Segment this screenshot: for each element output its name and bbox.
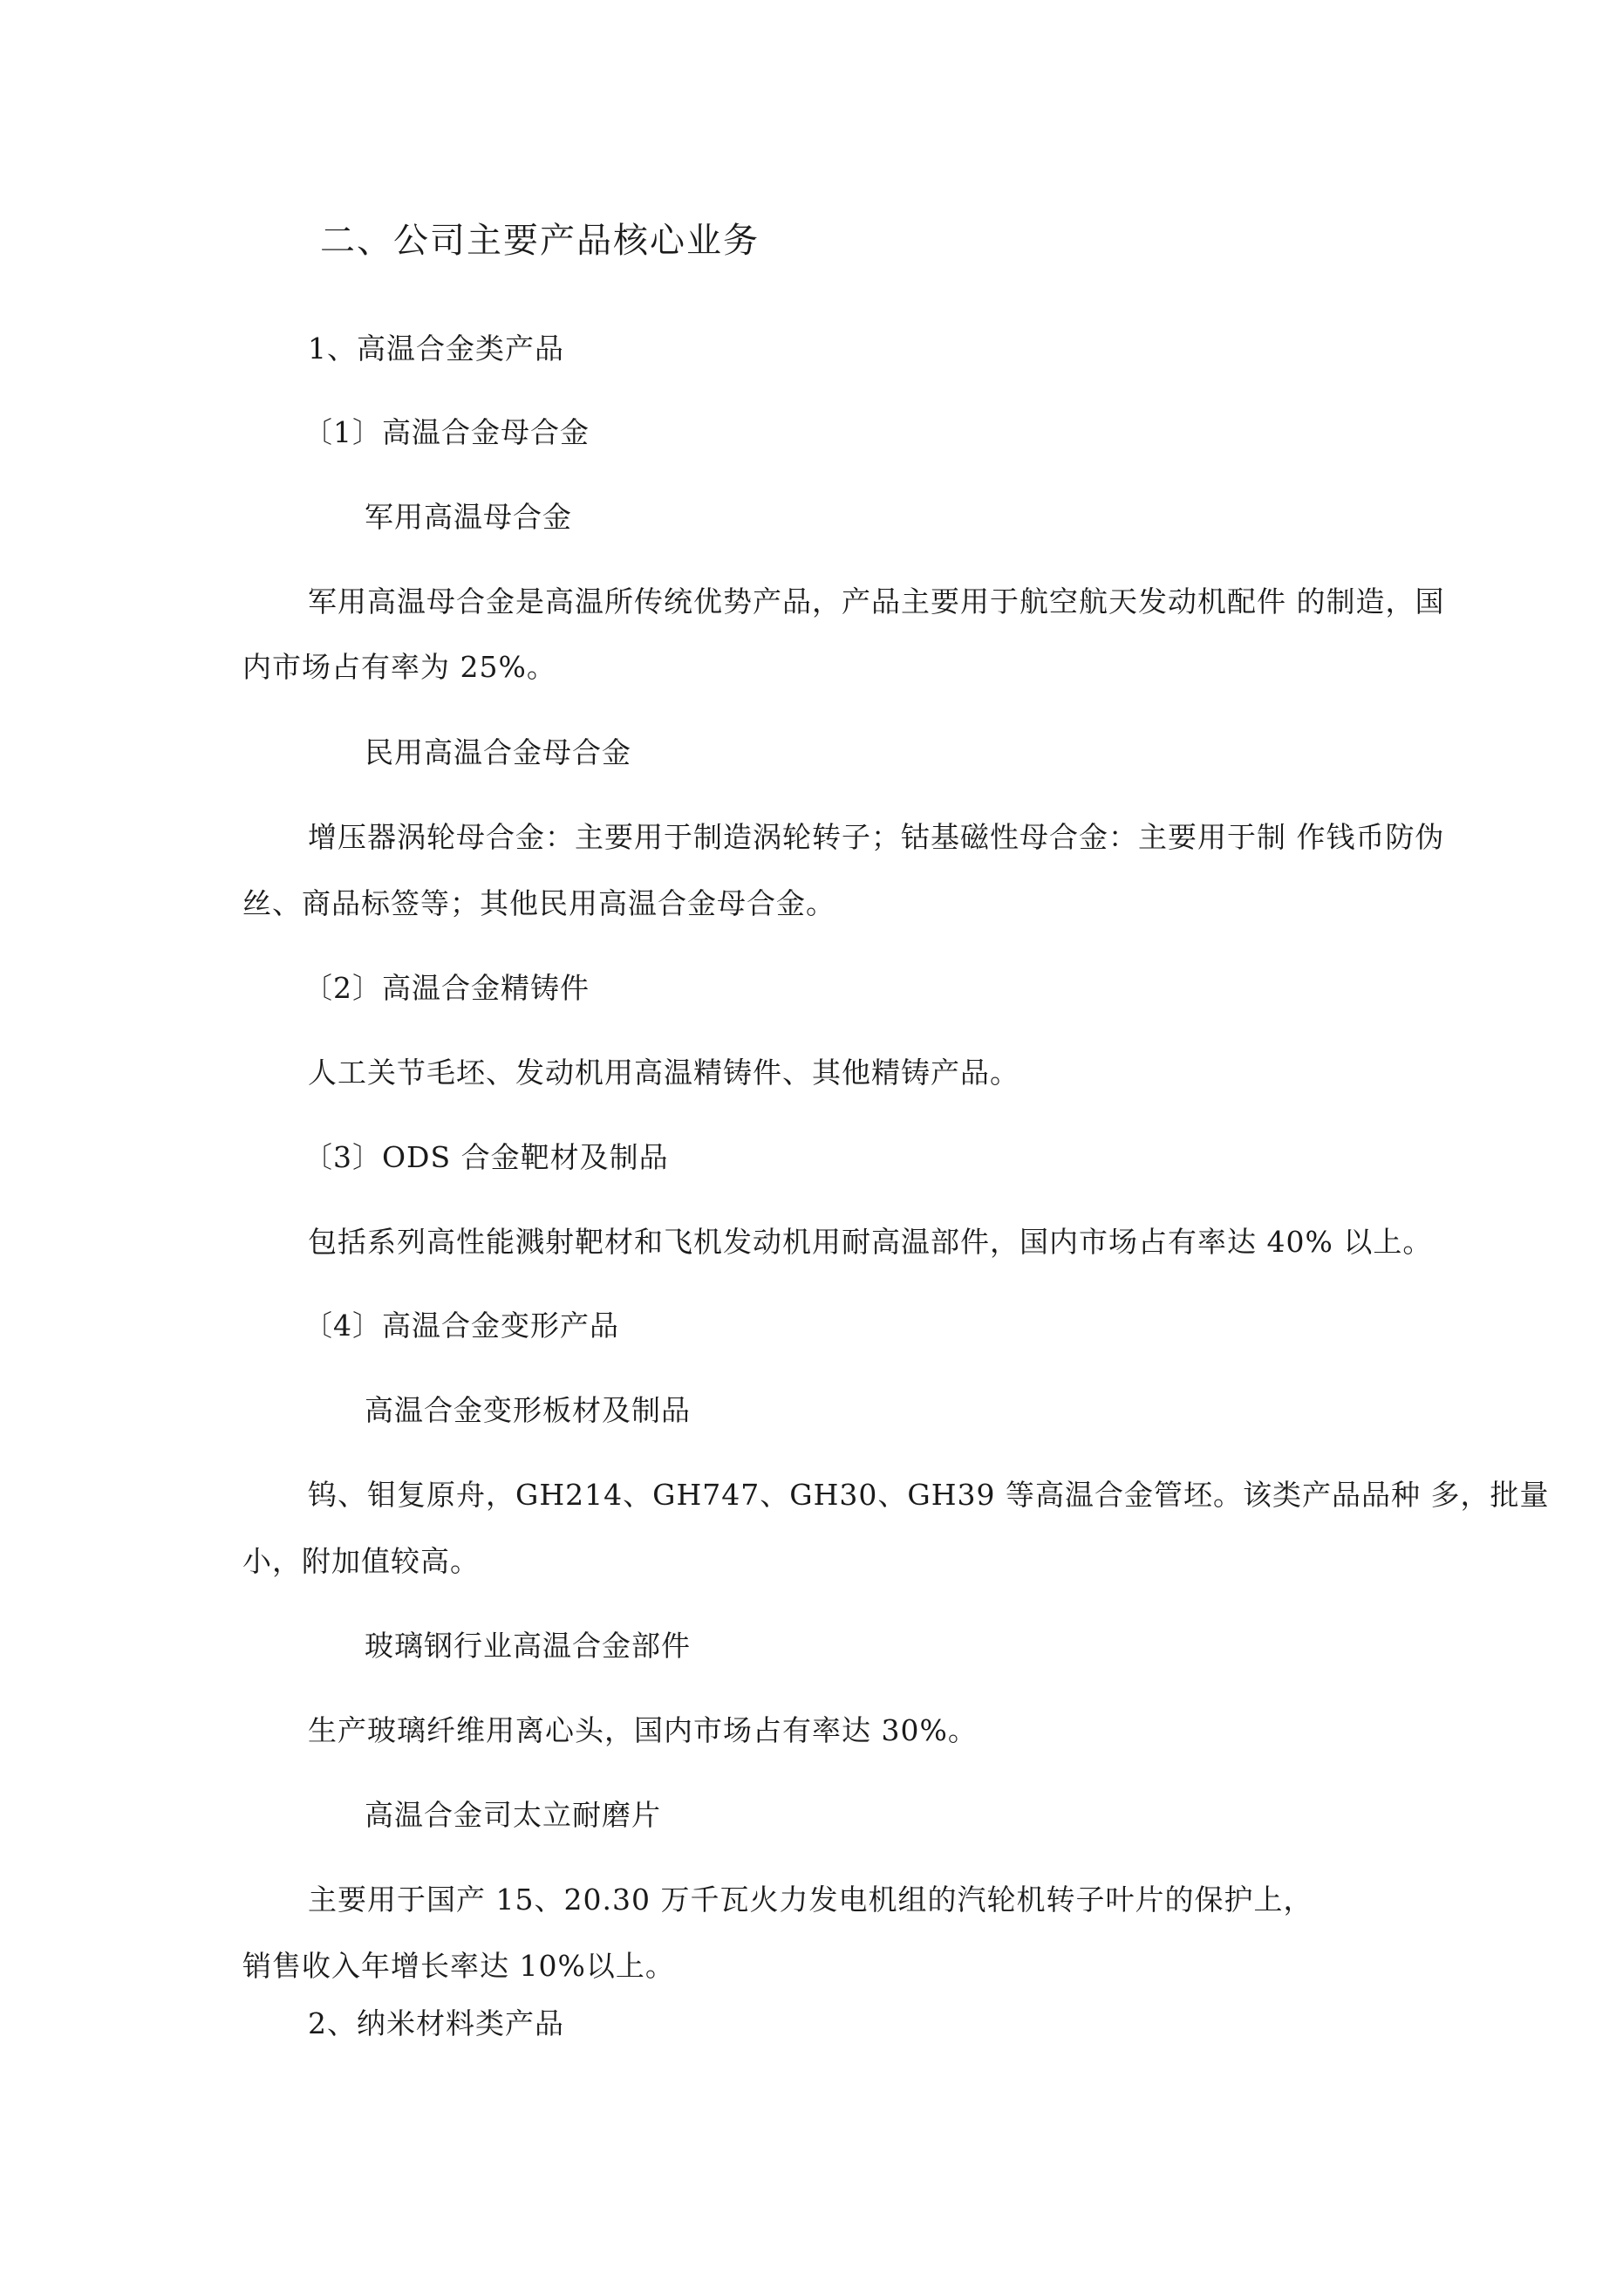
paragraph-ods: 包括系列高性能溅射靶材和飞机发动机用耐高温部件，国内市场占有率达 40% 以上。 (308, 1225, 1433, 1259)
item-heading-deform: 高温合金变形板材及制品 (365, 1393, 691, 1427)
item-heading-stellite: 高温合金司太立耐磨片 (365, 1798, 661, 1832)
item-heading-glass: 玻璃钢行业高温合金部件 (365, 1629, 691, 1663)
paragraph-castings: 人工关节毛坯、发动机用高温精铸件、其他精铸产品。 (308, 1056, 1019, 1090)
paragraph-military-line-1: 军用高温母合金是高温所传统优势产品，产品主要用于航空航天发动机配件 的制造，国 (308, 584, 1445, 618)
item-heading-military: 军用高温母合金 (365, 500, 572, 534)
paragraph-deform-line-1: 钨、钼复原舟，GH214、GH747、GH30、GH39 等高温合金管坯。该类产品品种 多，批量 (308, 1478, 1550, 1512)
section-heading-2: 2、纳米材料类产品 (308, 2006, 564, 2040)
paragraph-civil-line-2: 丝、商品标签等；其他民用高温合金母合金。 (242, 886, 835, 920)
subsection-heading-1-4: 〔4〕高温合金变形产品 (303, 1309, 619, 1343)
paragraph-deform-line-2: 小，附加值较高。 (242, 1544, 480, 1578)
paragraph-military-line-2: 内市场占有率为 25%。 (242, 650, 556, 684)
paragraph-stellite-line-2: 销售收入年增长率达 10%以上。 (242, 1949, 675, 1983)
item-heading-civil: 民用高温合金母合金 (365, 735, 631, 769)
subsection-heading-1-1: 〔1〕高温合金母合金 (303, 415, 590, 449)
subsection-heading-1-2: 〔2〕高温合金精铸件 (303, 971, 590, 1005)
page-title: 二、公司主要产品核心业务 (320, 221, 760, 261)
paragraph-stellite-line-1: 主要用于国产 15、20.30 万千瓦火力发电机组的汽轮机转子叶片的保护上， (308, 1883, 1313, 1917)
paragraph-glass: 生产玻璃纤维用离心头，国内市场占有率达 30%。 (308, 1713, 978, 1747)
paragraph-civil-line-1: 增压器涡轮母合金：主要用于制造涡轮转子；钴基磁性母合金：主要用于制 作钱币防伪 (308, 820, 1445, 854)
subsection-heading-1-3: 〔3〕ODS 合金靶材及制品 (303, 1140, 669, 1174)
section-heading-1: 1、高温合金类产品 (308, 331, 564, 366)
